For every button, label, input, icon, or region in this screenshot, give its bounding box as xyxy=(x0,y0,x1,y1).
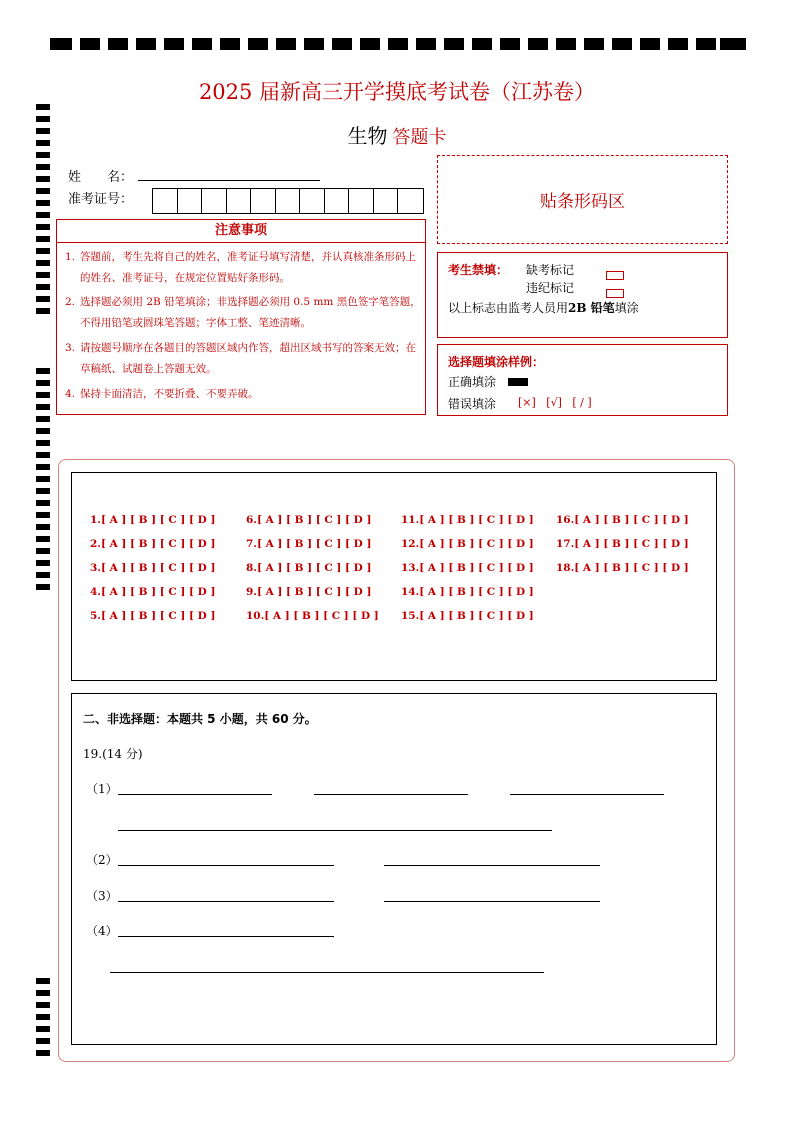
timing-mark xyxy=(528,38,548,50)
option-bubbles[interactable]: [ A ] [ B ] [ C ] [ D ] xyxy=(100,514,216,526)
timing-mark xyxy=(136,38,156,50)
choice-question[interactable] xyxy=(401,610,534,622)
timing-mark xyxy=(416,38,436,50)
id-digit-box[interactable] xyxy=(300,189,325,213)
choice-question[interactable] xyxy=(90,610,215,622)
question-19-label: 19.(14 分) xyxy=(83,747,143,761)
question-number: 13. xyxy=(401,562,420,574)
option-bubbles[interactable]: [ A ] [ B ] [ C ] [ D ] xyxy=(256,514,372,526)
option-bubbles[interactable]: [ A ] [ B ] [ C ] [ D ] xyxy=(264,610,379,622)
timing-mark xyxy=(36,1002,50,1008)
choice-question[interactable] xyxy=(246,538,371,550)
sample-heading: 选择题填涂样例： xyxy=(448,355,545,369)
option-bubbles[interactable]: [ A ] [ B ] [ C ] [ D ] xyxy=(100,586,216,598)
timing-mark xyxy=(36,164,50,170)
choice-question[interactable] xyxy=(401,514,534,526)
timing-mark xyxy=(36,212,50,218)
timing-mark xyxy=(276,38,296,50)
timing-mark xyxy=(500,38,520,50)
timing-mark xyxy=(668,38,688,50)
examiner-only-box xyxy=(437,252,728,338)
option-bubbles[interactable]: [ A ] [ B ] [ C ] [ D ] xyxy=(256,586,372,598)
timing-mark xyxy=(36,416,50,422)
timing-mark xyxy=(36,440,50,446)
timing-mark xyxy=(36,152,50,158)
question-number: 3. xyxy=(90,562,101,574)
violation-label: 违纪标记 xyxy=(526,281,575,295)
timing-mark xyxy=(36,380,50,386)
choice-question[interactable] xyxy=(90,514,215,526)
timing-mark xyxy=(36,1038,50,1044)
choice-question[interactable] xyxy=(556,538,689,550)
timing-mark xyxy=(36,248,50,254)
timing-mark xyxy=(36,392,50,398)
timing-mark xyxy=(696,38,716,50)
timing-mark xyxy=(36,284,50,290)
timing-mark xyxy=(36,500,50,506)
option-bubbles[interactable]: [ A ] [ B ] [ C ] [ D ] xyxy=(419,562,534,574)
timing-mark xyxy=(220,38,240,50)
timing-mark xyxy=(36,524,50,530)
question-number: 5. xyxy=(90,610,101,622)
timing-mark xyxy=(584,38,604,50)
timing-mark xyxy=(640,38,660,50)
question-number: 12. xyxy=(401,538,420,550)
answer-line[interactable] xyxy=(314,794,468,795)
id-digit-box[interactable] xyxy=(227,189,252,213)
timing-mark xyxy=(36,428,50,434)
answer-line[interactable] xyxy=(118,794,272,795)
option-bubbles[interactable]: [ A ] [ B ] [ C ] [ D ] xyxy=(419,586,534,598)
answer-line[interactable] xyxy=(118,830,552,831)
correct-fill-sample xyxy=(508,378,528,386)
timing-mark xyxy=(108,38,128,50)
timing-mark xyxy=(472,38,492,50)
timing-mark xyxy=(248,38,268,50)
question-number: 7. xyxy=(246,538,257,550)
notice-item: 4. 保持卡面清洁，不要折叠、不要弄破。 xyxy=(65,388,259,400)
part-4-label: （4） xyxy=(86,924,118,938)
option-bubbles[interactable]: [ A ] [ B ] [ C ] [ D ] xyxy=(256,562,372,574)
wrong-fill-samples: [×] [√] [ / ] xyxy=(518,396,592,409)
timing-mark xyxy=(36,296,50,302)
timing-mark xyxy=(36,488,50,494)
option-bubbles[interactable]: [ A ] [ B ] [ C ] [ D ] xyxy=(574,538,689,550)
non-choice-box xyxy=(71,693,717,1045)
choice-question[interactable] xyxy=(401,538,534,550)
timing-mark xyxy=(36,536,50,542)
forbidden-label: 考生禁填： xyxy=(448,263,509,277)
id-digit-box[interactable] xyxy=(251,189,276,213)
timing-mark xyxy=(444,38,464,50)
option-bubbles[interactable]: [ A ] [ B ] [ C ] [ D ] xyxy=(419,610,534,622)
id-digit-box[interactable] xyxy=(202,189,227,213)
timing-mark xyxy=(36,452,50,458)
question-number: 6. xyxy=(246,514,257,526)
notice-item: 2. 选择题必须用 2B 铅笔填涂；非选择题必须用 0.5 mm 黑色签字笔答题，不得用铅笔或圆珠笔答题；字体工整、笔迹清晰。 xyxy=(65,296,421,329)
timing-mark xyxy=(164,38,184,50)
choice-question[interactable] xyxy=(90,538,215,550)
option-bubbles[interactable]: [ A ] [ B ] [ C ] [ D ] xyxy=(100,538,216,550)
subject-line xyxy=(0,120,794,149)
subject-name: 生物 xyxy=(347,124,388,148)
timing-mark xyxy=(720,38,746,50)
timing-mark xyxy=(36,368,50,374)
id-digit-box[interactable] xyxy=(325,189,350,213)
id-digit-box[interactable] xyxy=(276,189,301,213)
timing-mark xyxy=(36,176,50,182)
timing-mark xyxy=(36,1014,50,1020)
question-number: 9. xyxy=(246,586,257,598)
notice-heading: 注意事项 xyxy=(57,220,425,243)
answer-line[interactable] xyxy=(118,936,334,937)
forbidden-note: 以上标志由监考人员用2B 铅笔填涂 xyxy=(448,301,639,315)
id-label: 准考证号： xyxy=(68,192,134,207)
question-number: 4. xyxy=(90,586,101,598)
exam-title: 2025 届新高三开学摸底考试卷（江苏卷） xyxy=(198,80,596,104)
timing-mark xyxy=(80,38,100,50)
option-bubbles[interactable]: [ A ] [ B ] [ C ] [ D ] xyxy=(256,538,372,550)
question-number: 11. xyxy=(401,514,420,526)
answer-line[interactable] xyxy=(118,901,334,902)
timing-mark xyxy=(36,560,50,566)
barcode-label: 贴条形码区 xyxy=(540,192,625,212)
question-number: 2. xyxy=(90,538,101,550)
notice-item: 1. 答题前，考生先将自己的姓名，准考证号填写清楚，并认真核准条形码上的姓名、准考证号，在规定位置贴好条形码。 xyxy=(65,251,416,284)
choice-question[interactable] xyxy=(246,562,371,574)
timing-mark xyxy=(36,548,50,554)
choice-question[interactable] xyxy=(556,514,689,526)
timing-mark xyxy=(388,38,408,50)
absent-mark-box[interactable] xyxy=(606,265,624,284)
timing-mark xyxy=(36,224,50,230)
correct-fill-label: 正确填涂 xyxy=(448,375,497,389)
part-1-label: （1） xyxy=(86,782,118,796)
timing-mark xyxy=(36,512,50,518)
timing-mark xyxy=(36,464,50,470)
choice-question[interactable] xyxy=(90,586,215,598)
id-digit-box[interactable] xyxy=(153,189,178,213)
option-bubbles[interactable]: [ A ] [ B ] [ C ] [ D ] xyxy=(100,610,216,622)
timing-mark xyxy=(36,584,50,590)
option-bubbles[interactable]: [ A ] [ B ] [ C ] [ D ] xyxy=(419,538,534,550)
option-bubbles[interactable]: [ A ] [ B ] [ C ] [ D ] xyxy=(100,562,216,574)
exam-id-boxes[interactable] xyxy=(152,188,424,214)
timing-mark xyxy=(556,38,576,50)
answer-line[interactable] xyxy=(118,865,334,866)
answer-line[interactable] xyxy=(384,865,600,866)
id-digit-box[interactable] xyxy=(398,189,423,213)
part-2-label: （2） xyxy=(86,853,118,867)
section-two-heading: 二、非选择题：本题共 5 小题，共 60 分。 xyxy=(83,712,317,726)
timing-mark xyxy=(332,38,352,50)
question-number: 10. xyxy=(246,610,265,622)
option-bubbles[interactable]: [ A ] [ B ] [ C ] [ D ] xyxy=(419,514,534,526)
question-number: 14. xyxy=(401,586,420,598)
absent-label: 缺考标记 xyxy=(526,263,575,277)
question-number: 16. xyxy=(556,514,575,526)
answer-line[interactable] xyxy=(384,901,600,902)
timing-mark xyxy=(36,272,50,278)
choice-question[interactable] xyxy=(401,586,534,598)
timing-mark xyxy=(36,978,50,984)
fill-sample-box xyxy=(437,344,728,416)
timing-mark xyxy=(36,200,50,206)
choice-question[interactable] xyxy=(246,514,371,526)
answer-card-label: 答题卡 xyxy=(392,127,447,148)
timing-mark xyxy=(36,236,50,242)
timing-mark xyxy=(192,38,212,50)
id-digit-box[interactable] xyxy=(178,189,203,213)
timing-mark xyxy=(36,476,50,482)
timing-mark xyxy=(304,38,324,50)
timing-mark xyxy=(36,1026,50,1032)
choice-question[interactable] xyxy=(246,610,379,622)
part-3-label: （3） xyxy=(86,889,118,903)
timing-mark xyxy=(612,38,632,50)
name-field[interactable] xyxy=(138,180,320,181)
id-digit-box[interactable] xyxy=(349,189,374,213)
timing-mark xyxy=(36,188,50,194)
answer-line[interactable] xyxy=(510,794,664,795)
timing-mark xyxy=(36,990,50,996)
question-number: 8. xyxy=(246,562,257,574)
question-number: 1. xyxy=(90,514,101,526)
option-bubbles[interactable]: [ A ] [ B ] [ C ] [ D ] xyxy=(574,514,689,526)
name-label: 姓 名： xyxy=(68,170,134,185)
question-number: 15. xyxy=(401,610,420,622)
timing-mark xyxy=(36,572,50,578)
choice-question[interactable] xyxy=(90,562,215,574)
answer-line[interactable] xyxy=(110,972,544,973)
timing-mark xyxy=(50,38,72,50)
timing-mark xyxy=(360,38,380,50)
timing-mark xyxy=(36,308,50,314)
timing-mark xyxy=(36,260,50,266)
multiple-choice-box xyxy=(71,472,717,681)
notice-box xyxy=(56,219,426,415)
choice-question[interactable] xyxy=(556,562,689,574)
notice-item: 3. 请按题号顺序在各题目的答题区域内作答，超出区域书写的答案无效；在草稿纸、试题卷上答题无效。 xyxy=(65,342,416,375)
question-number: 17. xyxy=(556,538,575,550)
choice-question[interactable] xyxy=(246,586,371,598)
choice-question[interactable] xyxy=(401,562,534,574)
id-digit-box[interactable] xyxy=(374,189,399,213)
question-number: 18. xyxy=(556,562,575,574)
timing-mark xyxy=(36,404,50,410)
timing-mark xyxy=(36,1050,50,1056)
wrong-fill-label: 错误填涂 xyxy=(448,397,497,411)
option-bubbles[interactable]: [ A ] [ B ] [ C ] [ D ] xyxy=(574,562,689,574)
top-timing-marks xyxy=(50,38,746,50)
barcode-area xyxy=(437,155,728,244)
